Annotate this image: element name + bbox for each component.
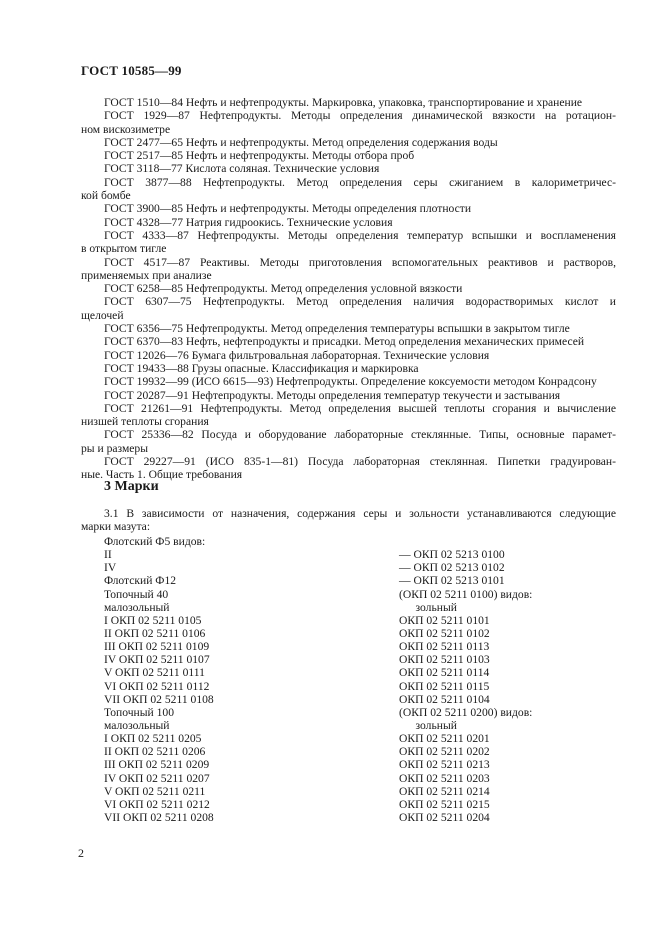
grade-code: ОКП 02 5211 0204 <box>399 810 490 824</box>
grade-code: ОКП 02 5211 0203 <box>399 771 490 785</box>
grade-name: IV ОКП 02 5211 0207 <box>104 771 210 785</box>
reference-text: ГОСТ 21261—91 Нефтепродукты. Метод определения высшей теплоты сгорания и вычисление <box>104 401 616 415</box>
grade-row <box>104 758 616 771</box>
grade-row <box>104 693 616 706</box>
clause-3-1 <box>81 507 616 534</box>
grade-row <box>104 627 616 640</box>
grade-name: II <box>104 548 112 562</box>
grade-row <box>104 732 616 745</box>
grade-row <box>104 640 616 653</box>
grade-row <box>104 798 616 811</box>
reference-item <box>81 162 616 175</box>
grade-row <box>104 811 616 824</box>
grade-code: ОКП 02 5211 0104 <box>399 692 490 706</box>
reference-text: ГОСТ 4328—77 Натрия гидроокись. Технические условия <box>104 215 393 229</box>
reference-text-continued: ры и размеры <box>81 441 149 455</box>
grade-row <box>104 785 616 798</box>
grade-name: Топочный 40 <box>104 587 169 601</box>
page-number: 2 <box>78 846 84 860</box>
grade-name: Топочный 100 <box>104 705 175 719</box>
reference-text: ГОСТ 6356—75 Нефтепродукты. Метод определения температуры вспышки в закрытом тигле <box>104 322 570 336</box>
grade-code: ОКП 02 5211 0101 <box>399 613 490 627</box>
reference-item <box>81 375 616 388</box>
grade-code: (ОКП 02 5211 0200) видов: <box>399 705 533 719</box>
reference-text: ГОСТ 6307—75 Нефтепродукты. Метод определения наличия водорастворимых кислот и <box>104 295 616 309</box>
grade-name: III ОКП 02 5211 0109 <box>104 640 210 654</box>
grade-name: малозольный <box>104 600 170 614</box>
grade-row <box>104 772 616 785</box>
reference-text: ГОСТ 3118—77 Кислота соляная. Технические условия <box>104 162 380 176</box>
reference-text: ГОСТ 2517—85 Нефть и нефтепродукты. Методы отбора проб <box>104 149 415 163</box>
grade-row <box>104 588 616 601</box>
reference-text-continued: ные. Часть 1. Общие требования <box>81 468 243 482</box>
grade-code: ОКП 02 5211 0115 <box>399 679 490 693</box>
reference-text-continued: низшей теплоты сгорания <box>81 415 209 429</box>
reference-text: ГОСТ 12026—76 Бумага фильтровальная лабораторная. Технические условия <box>104 348 490 362</box>
grade-name: IV ОКП 02 5211 0107 <box>104 653 210 667</box>
grade-row <box>104 574 616 587</box>
reference-item <box>81 389 616 402</box>
grade-row <box>104 653 616 666</box>
grade-name: I ОКП 02 5211 0105 <box>104 613 202 627</box>
reference-item <box>81 428 616 455</box>
grade-name: I ОКП 02 5211 0205 <box>104 732 202 746</box>
grade-row <box>104 719 616 732</box>
grade-name: малозольный <box>104 718 170 732</box>
reference-text-continued: применяемых при анализе <box>81 268 212 282</box>
grade-name: II ОКП 02 5211 0206 <box>104 745 206 759</box>
reference-item <box>81 202 616 215</box>
grade-name: VII ОКП 02 5211 0208 <box>104 810 214 824</box>
grade-row <box>104 745 616 758</box>
reference-text-continued: в открытом тигле <box>81 242 167 256</box>
grade-code: — ОКП 02 5213 0101 <box>399 574 505 588</box>
reference-text: ГОСТ 3900—85 Нефть и нефтепродукты. Методы определения плотности <box>104 202 472 216</box>
reference-item <box>81 322 616 335</box>
grade-code: ОКП 02 5211 0213 <box>399 758 490 772</box>
reference-item <box>81 349 616 362</box>
reference-item <box>81 362 616 375</box>
clause-text-line-1: 3.1 В зависимости от назначения, содержания серы и зольности устанавливаются следующие <box>104 507 616 520</box>
grade-code: зольный <box>415 600 457 614</box>
reference-item <box>81 229 616 256</box>
grade-row <box>104 680 616 693</box>
grade-row <box>104 706 616 719</box>
reference-text: ГОСТ 19932—99 (ИСО 6615—93) Нефтепродукты. Определение коксуемости методом Конрадсону <box>104 375 597 389</box>
reference-item <box>81 149 616 162</box>
grade-name: IV <box>104 561 117 575</box>
grade-name: VI ОКП 02 5211 0112 <box>104 679 210 693</box>
reference-text: ГОСТ 2477—65 Нефть и нефтепродукты. Метод определения содержания воды <box>104 135 498 149</box>
grade-code: ОКП 02 5211 0214 <box>399 784 490 798</box>
reference-item <box>81 136 616 149</box>
grade-code: — ОКП 02 5213 0100 <box>399 548 505 562</box>
grade-name: II ОКП 02 5211 0106 <box>104 626 206 640</box>
reference-text: ГОСТ 4517—87 Реактивы. Методы приготовления вспомогательных реактивов и растворов, <box>104 255 616 269</box>
reference-text: ГОСТ 19433—88 Грузы опасные. Классификация и маркировка <box>104 361 419 375</box>
page-header: ГОСТ 10585—99 <box>81 63 182 78</box>
grade-code: (ОКП 02 5211 0100) видов: <box>399 587 533 601</box>
grade-row <box>104 535 616 548</box>
grade-row <box>104 548 616 561</box>
reference-item <box>81 455 616 482</box>
reference-item <box>81 282 616 295</box>
grade-row <box>104 561 616 574</box>
grade-name: Флотский Ф12 <box>104 574 177 588</box>
reference-text-continued: ном вискозиметре <box>81 122 171 136</box>
grade-name: Флотский Ф5 видов: <box>104 535 206 548</box>
reference-item <box>81 176 616 203</box>
grade-name: V ОКП 02 5211 0111 <box>104 666 205 680</box>
reference-text: ГОСТ 29227—91 (ИСО 835-1—81) Посуда лабораторная стеклянная. Пипетки градуирован- <box>104 455 616 469</box>
grade-code: — ОКП 02 5213 0102 <box>399 561 505 575</box>
references-list <box>81 96 616 482</box>
grades-table <box>104 535 616 824</box>
grade-name: III ОКП 02 5211 0209 <box>104 758 210 772</box>
reference-text: ГОСТ 6258—85 Нефтепродукты. Метод определения условной вязкости <box>104 282 463 296</box>
grade-code: ОКП 02 5211 0202 <box>399 745 490 759</box>
grade-code: зольный <box>415 718 457 732</box>
grade-code: ОКП 02 5211 0103 <box>399 653 490 667</box>
reference-text: ГОСТ 3877—88 Нефтепродукты. Метод определения серы сжиганием в калориметричес- <box>104 175 616 189</box>
reference-text: ГОСТ 1929—87 Нефтепродукты. Методы определения динамической вязкости на ротацион- <box>104 109 616 123</box>
reference-text: ГОСТ 6370—83 Нефть, нефтепродукты и присадки. Метод определения механических примесей <box>104 335 585 349</box>
clause-text-line-2: марки мазута: <box>81 520 151 534</box>
grade-code: ОКП 02 5211 0113 <box>399 640 490 654</box>
grade-row <box>104 614 616 627</box>
grade-code: ОКП 02 5211 0201 <box>399 732 490 746</box>
reference-item <box>81 256 616 283</box>
grade-code: ОКП 02 5211 0215 <box>399 797 490 811</box>
reference-text: ГОСТ 20287—91 Нефтепродукты. Методы определения температур текучести и застывания <box>104 388 561 402</box>
grade-row <box>104 601 616 614</box>
reference-item <box>81 402 616 429</box>
reference-item <box>81 109 616 136</box>
section-title: 3 Марки <box>104 479 159 494</box>
reference-item <box>81 216 616 229</box>
reference-text: ГОСТ 25336—82 Посуда и оборудование лабораторные стеклянные. Типы, основные парамет- <box>104 428 616 442</box>
grade-name: VI ОКП 02 5211 0212 <box>104 797 210 811</box>
reference-item <box>81 335 616 348</box>
grade-name: V ОКП 02 5211 0211 <box>104 784 206 798</box>
reference-text: ГОСТ 1510—84 Нефть и нефтепродукты. Маркировка, упаковка, транспортирование и хранение <box>104 96 583 109</box>
reference-item <box>81 295 616 322</box>
grade-code: ОКП 02 5211 0114 <box>399 666 490 680</box>
grade-name: VII ОКП 02 5211 0108 <box>104 692 214 706</box>
grade-code <box>399 535 616 548</box>
reference-text-continued: кой бомбе <box>81 189 131 203</box>
grade-row <box>104 666 616 679</box>
reference-item <box>81 96 616 109</box>
reference-text: ГОСТ 4333—87 Нефтепродукты. Методы определения температур вспышки и воспламенения <box>104 228 616 242</box>
reference-text-continued: щелочей <box>81 308 124 322</box>
grade-code: ОКП 02 5211 0102 <box>399 626 490 640</box>
